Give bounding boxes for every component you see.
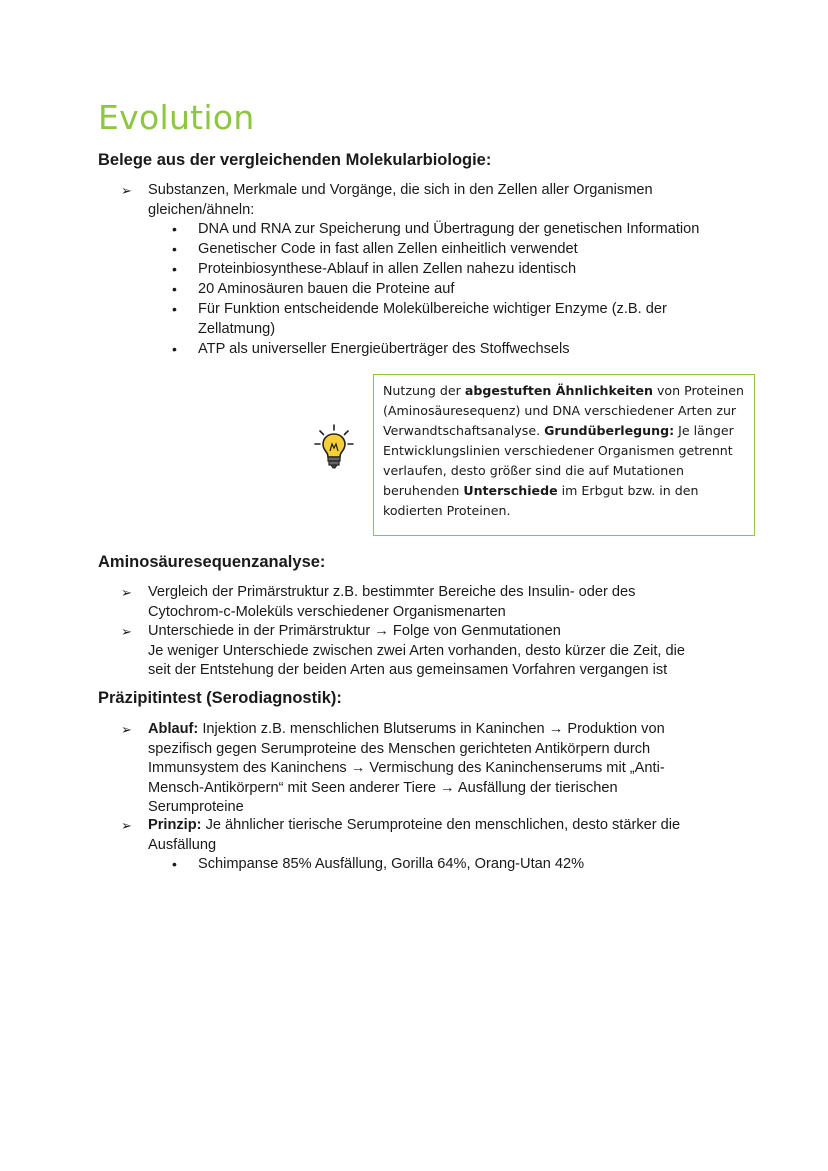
list-item: Proteinbiosynthese-Ablauf in allen Zellen nahezu identisch	[198, 261, 577, 277]
text-line: Mensch-Antikörpern“ mit Seen anderer Tiere → Ausfällung der tierischen	[148, 779, 618, 796]
text-line: seit der Entstehung der beiden Arten aus gemeinsamen Vorfahren vergangen ist	[148, 662, 668, 678]
text-line: gleichen/ähneln:	[148, 201, 255, 218]
list-item-text	[148, 622, 748, 681]
text-line	[383, 481, 753, 501]
bullet-icon: •	[172, 856, 177, 872]
text-line: Immunsystem des Kaninchens → Vermischung des Kaninchenserums mit „Anti-	[148, 760, 665, 776]
section-heading-molecular-biology: Belege aus der vergleichenden Molekularbiologie:	[98, 151, 492, 169]
text-span: Verwandtschaftsanalyse.	[383, 423, 545, 438]
text-line: Je weniger Unterschiede zwischen zwei Arten vorhanden, desto kürzer die Zeit, die	[148, 642, 686, 659]
text-line: Cytochrom-c-Moleküls verschiedener Organismenarten	[148, 603, 506, 620]
text-span: von Proteinen	[652, 383, 744, 398]
lightbulb-icon	[313, 423, 355, 471]
arrow-bullet-icon: ➢	[121, 585, 132, 600]
arrow-bullet-icon: ➢	[121, 183, 132, 198]
section-heading-amino-acid-sequence: Aminosäuresequenzanalyse:	[98, 553, 326, 571]
info-box-text	[383, 381, 753, 521]
bold-text: Unterschiede	[463, 483, 558, 498]
text-line: kodierten Proteinen.	[383, 503, 511, 518]
bullet-icon: •	[172, 241, 177, 257]
list-item-text	[148, 720, 748, 818]
text-span: Je ähnlicher tierische Serumproteine den menschlichen, desto stärker die	[201, 817, 681, 833]
text-line: Zellatmung)	[198, 320, 276, 337]
list-item	[198, 300, 758, 339]
list-item-text	[148, 583, 748, 622]
text-line: spezifisch gegen Serumproteine des Menschen gerichteten Antikörpern durch	[148, 740, 651, 757]
list-item: 20 Aminosäuren bauen die Proteine auf	[198, 281, 455, 297]
text-line: Entwicklungslinien verschiedener Organismen getrennt	[383, 443, 733, 458]
text-span: beruhenden	[383, 483, 464, 498]
bullet-icon: •	[172, 341, 177, 357]
bold-label: Prinzip:	[148, 817, 202, 833]
text-line	[383, 381, 753, 401]
arrow-bullet-icon: ➢	[121, 722, 132, 737]
section-heading-precipitin-test: Präzipitintest (Serodiagnostik):	[98, 689, 342, 707]
list-item: DNA und RNA zur Speicherung und Übertragung der genetischen Information	[198, 221, 700, 237]
bullet-icon: •	[172, 221, 177, 237]
list-item-text	[148, 181, 748, 220]
bold-label: Ablauf:	[148, 721, 199, 737]
text-span: Nutzung der	[383, 383, 465, 398]
text-line	[383, 421, 753, 441]
text-line: Für Funktion entscheidende Molekülbereiche wichtiger Enzyme (z.B. der	[198, 301, 667, 317]
arrow-bullet-icon: ➢	[121, 818, 132, 833]
text-line: Unterschiede in der Primärstruktur → Folge von Genmutationen	[148, 623, 561, 639]
list-item: ATP als universeller Energieüberträger des Stoffwechsels	[198, 341, 570, 357]
text-line: Ausfällung	[148, 836, 217, 853]
text-line: Vergleich der Primärstruktur z.B. bestimmter Bereiche des Insulin- oder des	[148, 584, 636, 600]
text-line: (Aminosäuresequenz) und DNA verschiedener Arten zur	[383, 403, 737, 418]
text-line	[148, 720, 748, 740]
list-item: Schimpanse 85% Ausfällung, Gorilla 64%, Orang-Utan 42%	[198, 856, 585, 872]
text-span: Injektion z.B. menschlichen Blutserums in Kaninchen → Produktion von	[198, 721, 665, 737]
page-title: Evolution	[98, 98, 255, 137]
text-line	[148, 816, 748, 836]
text-line: verlaufen, desto größer sind die auf Mutationen	[383, 463, 684, 478]
bold-text: Grundüberlegung:	[544, 423, 675, 438]
text-line: Substanzen, Merkmale und Vorgänge, die sich in den Zellen aller Organismen	[148, 182, 653, 198]
list-item: Genetischer Code in fast allen Zellen einheitlich verwendet	[198, 241, 578, 257]
text-span: Je länger	[674, 423, 734, 438]
bullet-icon: •	[172, 301, 177, 317]
bold-text: abgestuften Ähnlichkeiten	[464, 383, 653, 398]
text-line: Serumproteine	[148, 799, 244, 815]
bullet-icon: •	[172, 261, 177, 277]
text-span: im Erbgut bzw. in den	[557, 483, 699, 498]
bullet-icon: •	[172, 281, 177, 297]
list-item-text	[148, 816, 748, 855]
arrow-bullet-icon: ➢	[121, 624, 132, 639]
